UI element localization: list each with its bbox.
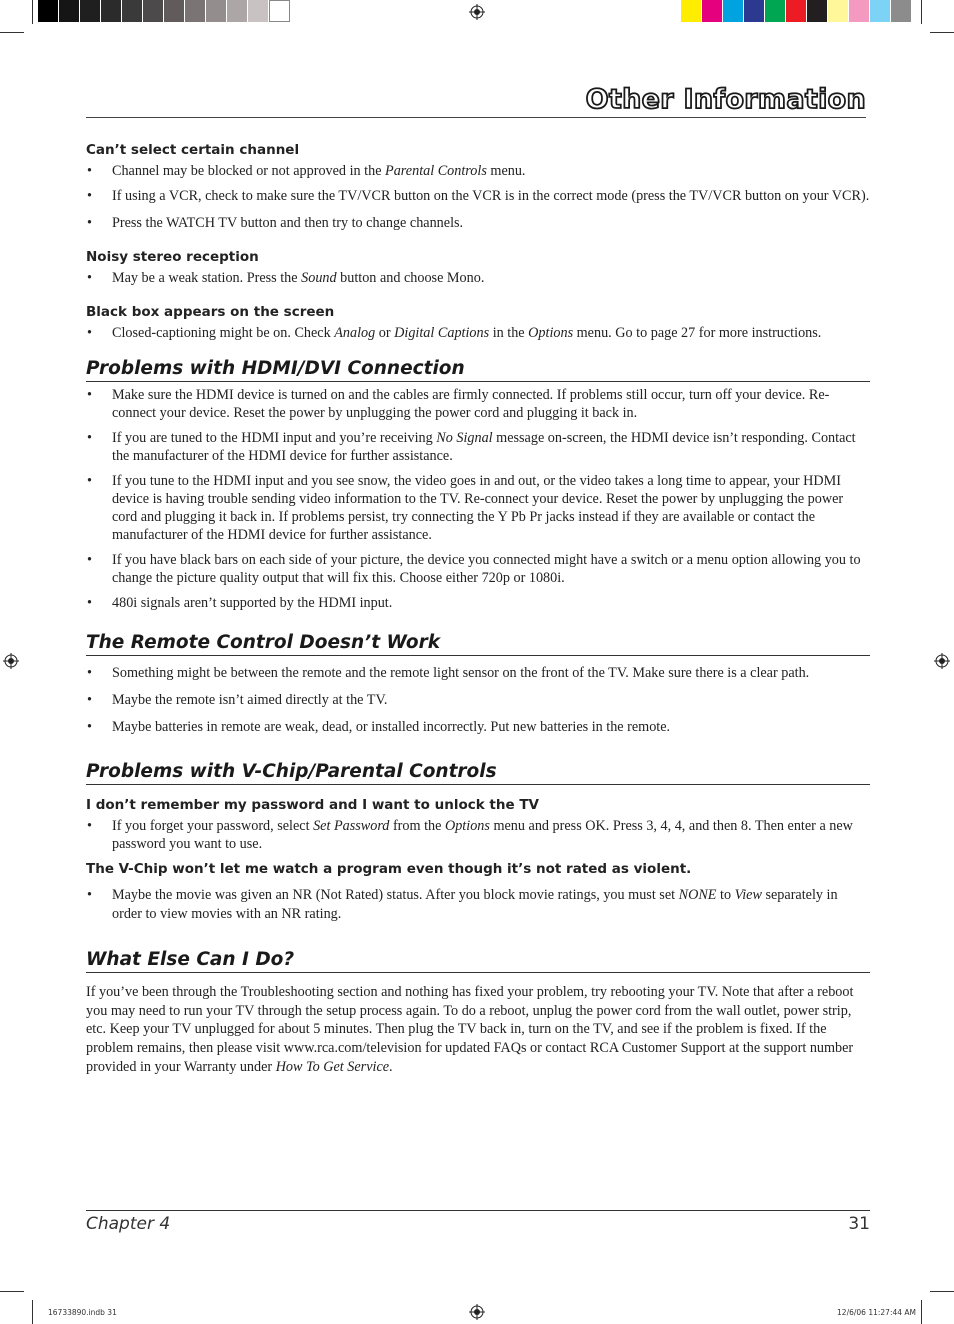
color-swatch: [269, 0, 290, 22]
crop-mark: [921, 0, 922, 24]
bullet-list-blackbox: [86, 324, 870, 342]
paragraph-reboot: [86, 983, 870, 1077]
menu-name: Options: [444, 818, 490, 834]
color-swatch: [206, 0, 227, 22]
text-run: If you forget your password, select: [112, 818, 314, 834]
color-swatch: [723, 0, 744, 22]
section-heading-hdmi: Problems with HDMI/DVI Connection: [86, 358, 870, 382]
subheading-vchip-rating: The V-Chip won’t let me watch a program even though it’s not rated as violent.: [86, 861, 692, 877]
registration-target-icon: [934, 653, 950, 669]
list-item: • Maybe the remote isn’t aimed directly at the TV.: [86, 691, 870, 709]
registration-target-icon: [469, 1304, 485, 1320]
bullet-list-remote: [86, 664, 870, 736]
text-run: separately in order to view movies with an NR rating.: [112, 887, 838, 922]
text-run: button and choose Mono.: [336, 270, 485, 286]
menu-name: Digital Captions: [394, 325, 490, 341]
color-swatch: [185, 0, 206, 22]
menu-name: Set Password: [313, 818, 390, 834]
crop-mark: [930, 1291, 954, 1292]
text-run: Channel may be blocked or not approved in the: [112, 163, 386, 179]
registration-target-icon: [469, 4, 485, 20]
color-swatch: [870, 0, 891, 22]
color-swatch: [786, 0, 807, 22]
subheading-blackbox: Black box appears on the screen: [86, 304, 335, 320]
color-swatch: [122, 0, 143, 22]
color-swatch: [143, 0, 164, 22]
list-item: • Make sure the HDMI device is turned on and the cables are firmly connected. If problems still occur, turn off your device. Re-connect your device. Reset the power by unplugging the power cord and plugging it back in.: [86, 386, 870, 422]
footer-chapter: Chapter 4: [86, 1214, 171, 1234]
bullet-list-hdmi: [86, 386, 870, 612]
menu-name: Analog: [334, 325, 376, 341]
message-name: No Signal: [436, 430, 493, 446]
setting-name: View: [734, 887, 762, 903]
color-calibration-bar: [681, 0, 912, 22]
crop-mark: [32, 0, 33, 24]
list-item: [86, 886, 870, 924]
text-run: in the: [489, 325, 529, 341]
page-content: [86, 142, 870, 1077]
print-slug-file: 16733890.indb 31: [48, 1308, 117, 1317]
crop-mark: [930, 32, 954, 33]
crop-mark: [921, 1300, 922, 1324]
text-run: Maybe the movie was given an NR (Not Rated) status. After you block movie ratings, you must set: [112, 887, 679, 903]
text-run: to: [716, 887, 735, 903]
text-run: .: [389, 1058, 393, 1075]
section-heading-remote: The Remote Control Doesn’t Work: [86, 632, 870, 656]
section-heading-vchip: Problems with V-Chip/Parental Controls: [86, 761, 870, 785]
bullet-list-channel: [86, 162, 870, 232]
color-swatch: [807, 0, 828, 22]
bullet-list-vchip-rating: [86, 886, 870, 924]
bullet-list-stereo: [86, 269, 870, 287]
color-swatch: [101, 0, 122, 22]
section-reference: How To Get Service: [275, 1058, 390, 1075]
text-run: If you are tuned to the HDMI input and you’re receiving: [112, 430, 437, 446]
bullet-list-password: [86, 817, 870, 853]
color-swatch: [702, 0, 723, 22]
color-swatch: [828, 0, 849, 22]
text-run: Closed-captioning might be on. Check: [112, 325, 335, 341]
crop-mark: [0, 1291, 24, 1292]
page-footer: [86, 1210, 870, 1234]
text-run: If you’ve been through the Troubleshooting section and nothing has fixed your problem, try rebooting your TV. Note that after a reboot you may need to run your TV through the setup process again. To do a reboot, unplug the power cord from the wall outlet, power strip, etc. Keep your TV unplugged for about 5 minutes. Then plug the TV back in, turn on the TV, and see if the problem is fixed. If the problem remains, then please visit www.rca.com/television for updated FAQs or contact RCA Customer Support at the support number provided in your Warranty under: [86, 984, 854, 1075]
list-item: • Maybe batteries in remote are weak, dead, or installed incorrectly. Put new batteries in the remote.: [86, 718, 870, 736]
registration-target-icon: [3, 653, 19, 669]
header-rule: [86, 117, 866, 118]
text-run: from the: [389, 818, 445, 834]
list-item: • Press the WATCH TV button and then try to change channels.: [86, 214, 870, 232]
color-swatch: [765, 0, 786, 22]
list-item: [86, 429, 870, 465]
color-swatch: [80, 0, 101, 22]
section-heading-what-else: What Else Can I Do?: [86, 949, 870, 973]
color-swatch: [59, 0, 80, 22]
subheading-password: I don’t remember my password and I want to unlock the TV: [86, 797, 539, 813]
button-name: Sound: [301, 270, 337, 286]
color-swatch: [849, 0, 870, 22]
color-swatch: [681, 0, 702, 22]
color-swatch: [891, 0, 912, 22]
color-swatch: [248, 0, 269, 22]
gray-calibration-bar: [38, 0, 290, 22]
subheading-channel: Can’t select certain channel: [86, 142, 300, 158]
list-item: • 480i signals aren’t supported by the HDMI input.: [86, 594, 870, 612]
list-item: [86, 162, 870, 180]
subheading-stereo: Noisy stereo reception: [86, 249, 259, 265]
color-swatch: [744, 0, 765, 22]
color-swatch: [164, 0, 185, 22]
list-item: • If using a VCR, check to make sure the TV/VCR button on the VCR is in the correct mode (press the TV/VCR button on your VCR).: [86, 187, 870, 205]
print-slug-date: 12/6/06 11:27:44 AM: [837, 1308, 916, 1317]
color-swatch: [227, 0, 248, 22]
crop-mark: [0, 32, 24, 33]
list-item: • If you have black bars on each side of your picture, the device you connected might have a switch or a menu option allowing you to change the picture quality output that will fix this. Choose either 720p or 1080i.: [86, 551, 870, 587]
footer-page-number: 31: [848, 1214, 870, 1234]
list-item: • If you tune to the HDMI input and you see snow, the video goes in and out, or the video takes a long time to appear, your HDMI device is having trouble sending video information to the TV. Re-connect your device. Reset the power by unplugging the power cord and plugging it back in. If problems persist, try connecting the Y Pb Pr jacks instead if they are available or contact the manufacturer of the HDMI device for further assistance.: [86, 472, 870, 544]
color-swatch: [38, 0, 59, 22]
list-item: [86, 817, 870, 853]
menu-name: Options: [528, 325, 574, 341]
menu-name: Parental Controls: [385, 163, 487, 179]
text-run: message on-screen, the HDMI device isn’t responding. Contact the manufacturer of the HDMI device for further assistance.: [112, 430, 856, 464]
text-run: menu.: [486, 163, 526, 179]
list-item: [86, 324, 870, 342]
setting-name: NONE: [678, 887, 717, 903]
text-run: May be a weak station. Press the: [112, 270, 302, 286]
crop-mark: [32, 1300, 33, 1324]
list-item: [86, 269, 870, 287]
text-run: menu. Go to page 27 for more instructions.: [573, 325, 822, 341]
text-run: or: [375, 325, 395, 341]
text-run: menu and press OK. Press 3, 4, 4, and then 8. Then enter a new password you want to use.: [112, 818, 853, 852]
page-title: Other Information: [585, 84, 866, 115]
list-item: • Something might be between the remote and the remote light sensor on the front of the TV. Make sure there is a clear path.: [86, 664, 870, 682]
